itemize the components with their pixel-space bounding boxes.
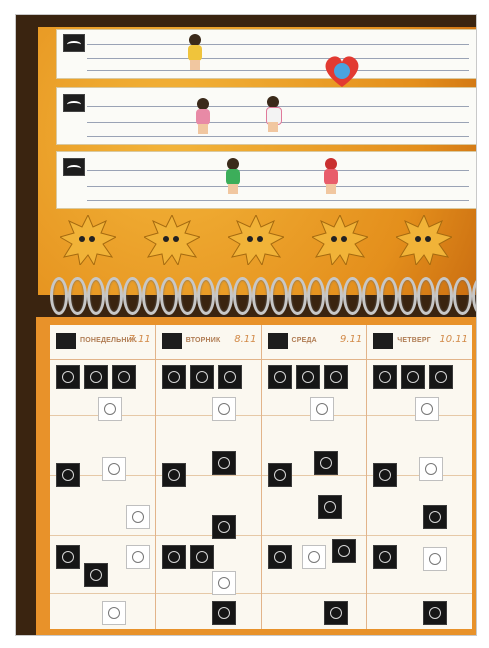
day-date: 7.11	[128, 334, 151, 345]
activity-card	[268, 545, 292, 569]
day-symbol-icon	[63, 158, 85, 176]
activity-card	[212, 571, 236, 595]
day-date: 10.11	[439, 334, 468, 345]
day-date: 8.11	[234, 334, 257, 345]
sun-picture	[228, 215, 284, 265]
day-column-wednesday	[262, 325, 368, 629]
activity-card	[302, 545, 326, 569]
activity-card	[98, 397, 122, 421]
activity-card	[56, 545, 80, 569]
activity-card	[102, 457, 126, 481]
activity-card	[324, 365, 348, 389]
day-label: ВТОРНИК	[185, 337, 221, 344]
activity-card	[218, 365, 242, 389]
activity-card	[126, 505, 150, 529]
activity-card	[423, 601, 447, 625]
girl-figure	[193, 98, 213, 134]
activity-card	[296, 365, 320, 389]
sun-picture	[396, 215, 452, 265]
photo-frame	[15, 14, 477, 636]
day-label: СРЕДА	[291, 337, 317, 344]
activity-card	[190, 365, 214, 389]
day-column-tuesday	[156, 325, 262, 629]
activity-card	[102, 601, 126, 625]
weekly-schedule	[50, 325, 472, 629]
activity-card	[332, 539, 356, 563]
activity-card	[190, 545, 214, 569]
activity-card	[212, 515, 236, 539]
activity-card	[318, 495, 342, 519]
activity-card	[429, 365, 453, 389]
activity-card	[373, 463, 397, 487]
activity-card	[415, 397, 439, 421]
schedule-board	[36, 317, 477, 636]
activity-card	[324, 601, 348, 625]
sun-picture	[312, 215, 368, 265]
activity-card	[212, 601, 236, 625]
activity-card	[314, 451, 338, 475]
activity-card	[162, 545, 186, 569]
activity-card	[162, 365, 186, 389]
day-symbol-icon	[268, 333, 288, 349]
activity-card	[56, 463, 80, 487]
activity-card	[112, 365, 136, 389]
activity-card	[126, 545, 150, 569]
day-date: 9.11	[339, 334, 363, 345]
activity-card	[423, 547, 447, 571]
day-symbol-icon	[162, 333, 182, 349]
day-column-thursday	[367, 325, 472, 629]
day-symbol-icon	[63, 94, 85, 112]
spiral-binding	[50, 277, 477, 317]
day-label: ЧЕТВЕРГ	[397, 337, 431, 344]
picture-strip-3	[56, 151, 477, 209]
activity-card	[162, 463, 186, 487]
activity-card	[373, 365, 397, 389]
sun-picture	[144, 215, 200, 265]
activity-card	[56, 365, 80, 389]
activity-card	[268, 463, 292, 487]
activity-card	[310, 397, 334, 421]
day-column-monday	[50, 325, 156, 629]
girl-figure	[321, 158, 341, 194]
day-symbol-icon	[63, 34, 85, 52]
activity-card	[268, 365, 292, 389]
activity-card	[212, 451, 236, 475]
activity-card	[84, 365, 108, 389]
day-label: ПОНЕДЕЛЬНИК	[80, 337, 137, 344]
picture-strip-2	[56, 87, 477, 145]
activity-card	[212, 397, 236, 421]
activity-card	[401, 365, 425, 389]
day-symbol-icon	[373, 333, 393, 349]
activity-card	[373, 545, 397, 569]
heart-picture	[322, 54, 362, 88]
girl-figure	[185, 34, 205, 70]
girl-figure	[223, 158, 243, 194]
activity-card	[419, 457, 443, 481]
sun-picture	[60, 215, 116, 265]
day-symbol-icon	[56, 333, 76, 349]
picture-strip-1	[56, 29, 477, 79]
girl-figure	[263, 96, 283, 132]
activity-card	[423, 505, 447, 529]
activity-card	[84, 563, 108, 587]
